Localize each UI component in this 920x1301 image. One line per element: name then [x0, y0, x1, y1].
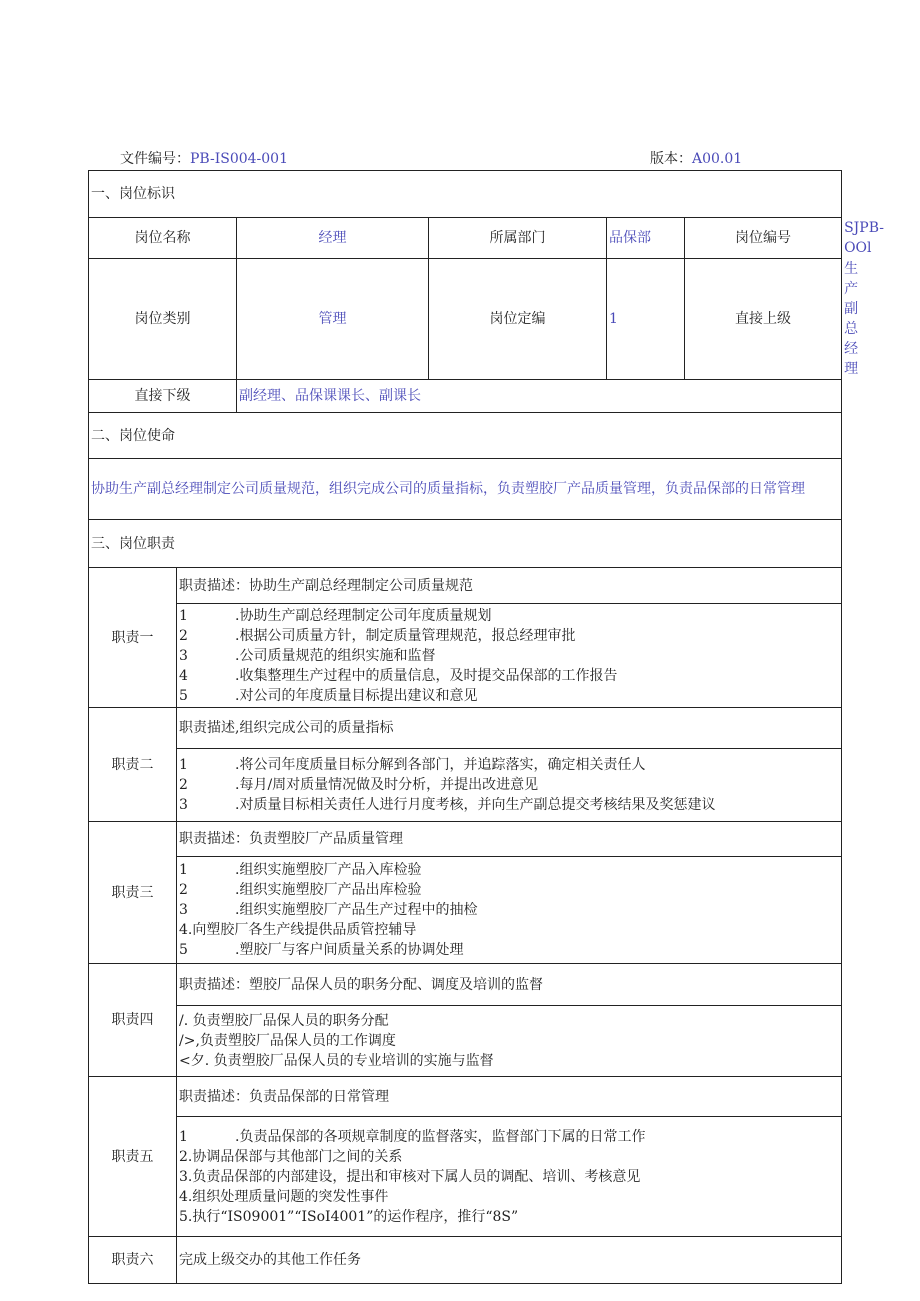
- label-position-code: 岗位编号: [685, 218, 842, 259]
- list-item: 1 .组织实施塑胶厂产品入库检验: [179, 862, 422, 878]
- list-item: 1 .负责品保部的各项规章制度的监督落实，监督部门下属的日常工作: [179, 1128, 646, 1145]
- list-item: 2 .组织实施塑胶厂产品出库检验: [179, 882, 422, 898]
- duty-items: [177, 857, 842, 964]
- list-item: 3 .公司质量规范的组织实施和监督: [179, 647, 436, 664]
- list-item: 2 .根据公司质量方针，制定质量管理规范，报总经理审批: [179, 627, 576, 644]
- duty-description: 职责描述：负责塑胶厂产品质量管理: [177, 822, 842, 857]
- duty-name: 职责一: [89, 568, 177, 708]
- list-item: 2 .每月/周对质量情况做及时分析，并提出改进意见: [179, 777, 539, 793]
- section-title-mission: 二、岗位使命: [89, 413, 842, 459]
- list-item: 4.向塑胶厂各生产线提供品质管控辅导: [179, 922, 417, 938]
- duty-description: 职责描述,组织完成公司的质量指标: [177, 708, 842, 749]
- list-item: /. 负责塑胶厂品保人员的职务分配: [179, 1013, 389, 1029]
- duty-name: 职责四: [89, 964, 177, 1077]
- list-item: />,负责塑胶厂品保人员的工作调度: [179, 1033, 396, 1049]
- value-position-type: 管理: [237, 259, 429, 380]
- mission-text: 协助生产副总经理制定公司质量规范，组织完成公司的质量指标，负责塑胶厂产品质量管理，负责品保部的日常管理: [89, 459, 842, 520]
- duty-description: 职责描述：协助生产副总经理制定公司质量规范: [177, 568, 842, 604]
- duty-items: [177, 1117, 842, 1237]
- list-item: 5 .对公司的年度质量目标提出建议和意见: [179, 687, 478, 704]
- label-department: 所属部门: [429, 218, 607, 259]
- list-item: 3 .对质量目标相关责任人进行月度考核，并向生产副总提交考核结果及奖惩建议: [179, 797, 716, 813]
- duty-name: 职责二: [89, 708, 177, 822]
- file-number: 文件编号：PB-IS004-001: [120, 151, 288, 167]
- duty-name: 职责三: [89, 822, 177, 964]
- list-item: 1 .协助生产副总经理制定公司年度质量规划: [179, 607, 492, 624]
- job-description-table: 一、岗位标识 岗位名称 经理 所属部门 品保部 岗位编号 SJPB-OOl 岗位类别 管理 岗位定编 1 直接上级 生产副总经理 直接下级 副经理、品保课课长、副课长 二、岗位使命 协助生产副总经理制定公司质量规范，组织完成公司的质量指标，负责塑胶厂产品质量管理，负责品保部的日常管理 三、岗位职责 职责一 职责描述：协助生产副总经理制定公司质量规范 1 .协助生产副总经理制定公司年度质量规划 2 .根据公司质量方针，制定质量管理规范，报总经理审批 3 .公司质量规范的组织实施和监督 4 .收集整理生产过程中的质量信息，及时提交品保部的工作报告 5 .对公司的年度质量目标提出建议和意见 职责二 职责描述,组织完成公司的质量指标 1 .将公司年度质量目标分解到各部门，并追踪落实，确定相关责任人 2 .每月/周对质量情况做及时分析，并提出改进意见 3 .对质量目标相关责任人进行月度考核，并向生产副总提交考核结果及奖惩建议 职责三 职责描述：负责塑胶厂产品质量管理 1 .组织实施塑胶厂产品入库检验 2 .组织实施塑胶厂产品出库检验 3 .组织实施塑胶厂产品生产过程中的抽检 4.向塑胶厂各生产线提供品质管控辅导 5 .塑胶厂与客户间质量关系的协调处理 职责四 职责描述：塑胶厂品保人员的职务分配、调度及培训的监督 /. 负责塑胶厂品保人员的职务分配 />,负责塑胶厂品保人员的工作调度 <夕. 负责塑胶厂品保人员的专业培训的实施与监督 职责五 职责描述：负责品保部的日常管理 1 .负责品保部的各项规章制度的监督落实，监督部门下属的日常工作 2.协调品保部与其他部门之间的关系 3.负责品保部的内部建设，提出和审核对下属人员的调配、培训、考核意见 4.组织处理质量问题的突发性事件 5.执行“IS09001”“ISoI4001”的运作程序，推行“8S” 职责六 完成上级交办的其他工作任务: [88, 170, 842, 1284]
- list-item: 3 .组织实施塑胶厂产品生产过程中的抽检: [179, 902, 478, 918]
- value-headcount: 1: [607, 259, 685, 380]
- label-direct-superior: 直接上级: [685, 259, 842, 380]
- label-position-type: 岗位类别: [89, 259, 237, 380]
- duty-items: [177, 1006, 842, 1077]
- label-headcount: 岗位定编: [429, 259, 607, 380]
- list-item: 4.组织处理质量问题的突发性事件: [179, 1188, 389, 1205]
- list-item: 1 .将公司年度质量目标分解到各部门，并追踪落实，确定相关责任人: [179, 757, 646, 773]
- duty-description: 职责描述：塑胶厂品保人员的职务分配、调度及培训的监督: [177, 964, 842, 1006]
- list-item: 2.协调品保部与其他部门之间的关系: [179, 1148, 403, 1165]
- section-title-duties: 三、岗位职责: [89, 520, 842, 568]
- value-direct-subordinate: 副经理、品保课课长、副课长: [237, 380, 842, 413]
- value-department: 品保部: [607, 218, 685, 259]
- list-item: <夕. 负责塑胶厂品保人员的专业培训的实施与监督: [179, 1053, 494, 1069]
- label-direct-subordinate: 直接下级: [89, 380, 237, 413]
- duty-name: 职责六: [89, 1237, 177, 1284]
- list-item: 3.负责品保部的内部建设，提出和审核对下属人员的调配、培训、考核意见: [179, 1168, 641, 1185]
- list-item: 4 .收集整理生产过程中的质量信息，及时提交品保部的工作报告: [179, 667, 618, 684]
- version: 版本：A00.01: [650, 151, 743, 167]
- file-header: [88, 148, 840, 168]
- duty-items: [177, 749, 842, 822]
- list-item: 5.执行“IS09001”“ISoI4001”的运作程序，推行“8S”: [179, 1208, 519, 1225]
- duty-description: 完成上级交办的其他工作任务: [177, 1237, 842, 1284]
- value-position-name: 经理: [237, 218, 429, 259]
- list-item: 5 .塑胶厂与客户间质量关系的协调处理: [179, 942, 464, 958]
- section-title-identification: 一、岗位标识: [89, 171, 842, 218]
- duty-name: 职责五: [89, 1077, 177, 1237]
- label-position-name: 岗位名称: [89, 218, 237, 259]
- duty-description: 职责描述：负责品保部的日常管理: [177, 1077, 842, 1117]
- duty-items: [177, 604, 842, 708]
